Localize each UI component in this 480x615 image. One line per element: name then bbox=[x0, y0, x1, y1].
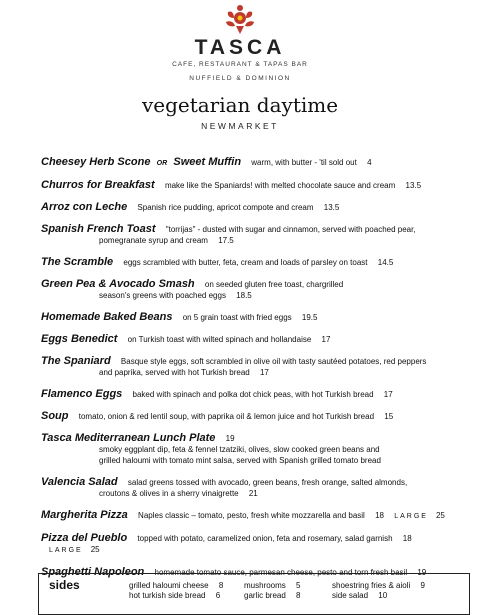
item-price: 14.5 bbox=[377, 258, 394, 267]
item-desc: tomato, onion & red lentil soup, with paprika oil & lemon juice and hot Turkish bread bbox=[78, 412, 375, 421]
side-label: side salad bbox=[332, 591, 369, 600]
brand-tagline: CAFE, RESTAURANT & TAPAS BAR bbox=[172, 61, 308, 68]
item-name: Spanish French Toast bbox=[41, 223, 156, 235]
item-price: 19.5 bbox=[301, 313, 318, 322]
menu-item bbox=[41, 202, 471, 213]
item-name: Tasca Mediterranean Lunch Plate bbox=[41, 432, 216, 444]
item-price: 17 bbox=[259, 368, 269, 377]
item-name: Soup bbox=[41, 410, 69, 422]
item-desc-cont: pomegranate syrup and cream bbox=[99, 236, 208, 245]
item-desc: Spanish rice pudding, apricot compote and cream bbox=[137, 203, 314, 212]
sides-column bbox=[332, 581, 425, 601]
item-large-label: LARGE bbox=[49, 547, 83, 554]
side-label: garlic bread bbox=[244, 591, 286, 600]
item-desc: Naples classic – tomato, pesto, fresh white mozzarella and basil bbox=[138, 511, 365, 520]
menu-item bbox=[41, 224, 471, 246]
menu-item bbox=[41, 411, 471, 422]
item-price: 18 bbox=[402, 534, 412, 543]
sides-column bbox=[244, 581, 301, 601]
item-price: 13.5 bbox=[405, 181, 422, 190]
item-desc: homemade tomato sauce, parmesan cheese, pesto and torn fresh basil bbox=[154, 568, 408, 577]
item-price: 17 bbox=[383, 390, 393, 399]
item-desc-cont: and paprika, served with hot Turkish bread bbox=[99, 368, 250, 377]
item-or: OR bbox=[156, 160, 168, 167]
item-desc: salad greens tossed with avocado, green beans, fresh orange, salted almonds, bbox=[127, 478, 408, 487]
item-price: 18 bbox=[375, 511, 384, 520]
item-name: Cheesey Herb Scone bbox=[41, 156, 151, 168]
item-large-price: 25 bbox=[90, 545, 100, 554]
item-price: 15 bbox=[384, 412, 394, 421]
item-price: 17.5 bbox=[218, 236, 234, 245]
ornamental-crest-icon bbox=[220, 2, 260, 36]
item-name: Margherita Pizza bbox=[41, 509, 128, 521]
item-name: Pizza del Pueblo bbox=[41, 532, 128, 544]
brand-location: NUFFIELD & DOMINION bbox=[189, 75, 291, 82]
side-price: 5 bbox=[296, 581, 301, 590]
item-desc: make like the Spaniards! with melted chocolate sauce and cream bbox=[164, 181, 396, 190]
item-price: 21 bbox=[248, 489, 258, 498]
side-item bbox=[332, 581, 425, 591]
item-name-alt: Sweet Muffin bbox=[173, 156, 242, 168]
item-desc-cont: croutons & olives in a sherry vinaigrette bbox=[99, 489, 239, 498]
menu-item bbox=[41, 389, 471, 400]
item-price: 19 bbox=[225, 434, 235, 443]
side-price: 9 bbox=[420, 581, 425, 590]
item-name: Arroz con Leche bbox=[41, 201, 128, 213]
item-price: 13.5 bbox=[323, 203, 340, 212]
menu-title: vegetarian daytime bbox=[141, 93, 339, 117]
item-desc-cont: season's greens with poached eggs bbox=[99, 291, 226, 300]
item-name: Flamenco Eggs bbox=[41, 388, 123, 400]
menu-item bbox=[41, 257, 471, 268]
menu-item bbox=[41, 279, 471, 301]
item-desc: on Turkish toast with wilted spinach and hollandaise bbox=[127, 335, 312, 344]
item-name: Eggs Benedict bbox=[41, 333, 118, 345]
menu-item bbox=[41, 510, 471, 522]
item-desc-cont: smoky eggplant dip, feta & fennel tzatziki, olives, slow cooked green beans and bbox=[99, 445, 380, 454]
menu-item bbox=[41, 533, 471, 556]
menu-items bbox=[41, 157, 471, 578]
item-large-label: LARGE bbox=[394, 513, 428, 520]
brand-name: TASCA bbox=[194, 36, 286, 59]
side-item bbox=[244, 581, 301, 591]
item-desc: eggs scrambled with butter, feta, cream and loads of parsley on toast bbox=[123, 258, 368, 267]
item-desc: topped with potato, caramelized onion, feta and rosemary, salad garnish bbox=[137, 534, 393, 543]
item-desc: baked with spinach and polka dot chick peas, with hot Turkish bread bbox=[132, 390, 374, 399]
item-price: 18.5 bbox=[236, 291, 252, 300]
item-name: Homemade Baked Beans bbox=[41, 311, 173, 323]
item-desc-cont: grilled haloumi with tomato mint salsa, served with Spanish grilled tomato bread bbox=[99, 456, 381, 465]
item-desc: on seeded gluten free toast, chargrilled bbox=[204, 280, 344, 289]
item-name: The Spaniard bbox=[41, 355, 111, 367]
item-name: Spaghetti Napoleon bbox=[41, 566, 145, 578]
item-name: Churros for Breakfast bbox=[41, 179, 155, 191]
item-price: 4 bbox=[367, 158, 372, 167]
item-name: The Scramble bbox=[41, 256, 114, 268]
side-price: 8 bbox=[296, 591, 301, 600]
side-label: hot turkish side bread bbox=[129, 591, 206, 600]
sides-title: sides bbox=[49, 578, 80, 592]
sides-column bbox=[129, 581, 223, 601]
sides-box bbox=[38, 573, 470, 615]
menu-item bbox=[41, 433, 471, 466]
side-label: shoestring fries & aioli bbox=[332, 581, 411, 590]
menu-item bbox=[41, 477, 471, 499]
item-price: 19 bbox=[417, 568, 427, 577]
side-label: mushrooms bbox=[244, 581, 286, 590]
menu-item bbox=[41, 180, 471, 191]
side-price: 8 bbox=[218, 581, 224, 590]
item-name: Green Pea & Avocado Smash bbox=[41, 278, 195, 290]
side-item bbox=[129, 581, 223, 591]
menu-item bbox=[41, 157, 471, 169]
item-large-price: 25 bbox=[435, 511, 445, 520]
side-label: grilled haloumi cheese bbox=[129, 581, 209, 590]
item-desc: Basque style eggs, soft scrambled in olive oil with tasty sautéed potatoes, red peppers bbox=[120, 357, 427, 366]
item-name: Valencia Salad bbox=[41, 476, 118, 488]
menu-item bbox=[41, 312, 471, 323]
item-desc: on 5 grain toast with fried eggs bbox=[182, 313, 292, 322]
menu-item bbox=[41, 334, 471, 345]
logo bbox=[0, 2, 480, 36]
side-price: 10 bbox=[378, 591, 388, 600]
menu-item bbox=[41, 356, 471, 378]
item-desc: warm, with butter - 'til sold out bbox=[251, 158, 357, 167]
side-price: 6 bbox=[215, 591, 221, 600]
item-price: 17 bbox=[321, 335, 331, 344]
item-desc: "torrijas" - dusted with sugar and cinnamon, served with poached pear, bbox=[165, 225, 416, 234]
menu-subtitle: NEWMARKET bbox=[201, 121, 279, 131]
